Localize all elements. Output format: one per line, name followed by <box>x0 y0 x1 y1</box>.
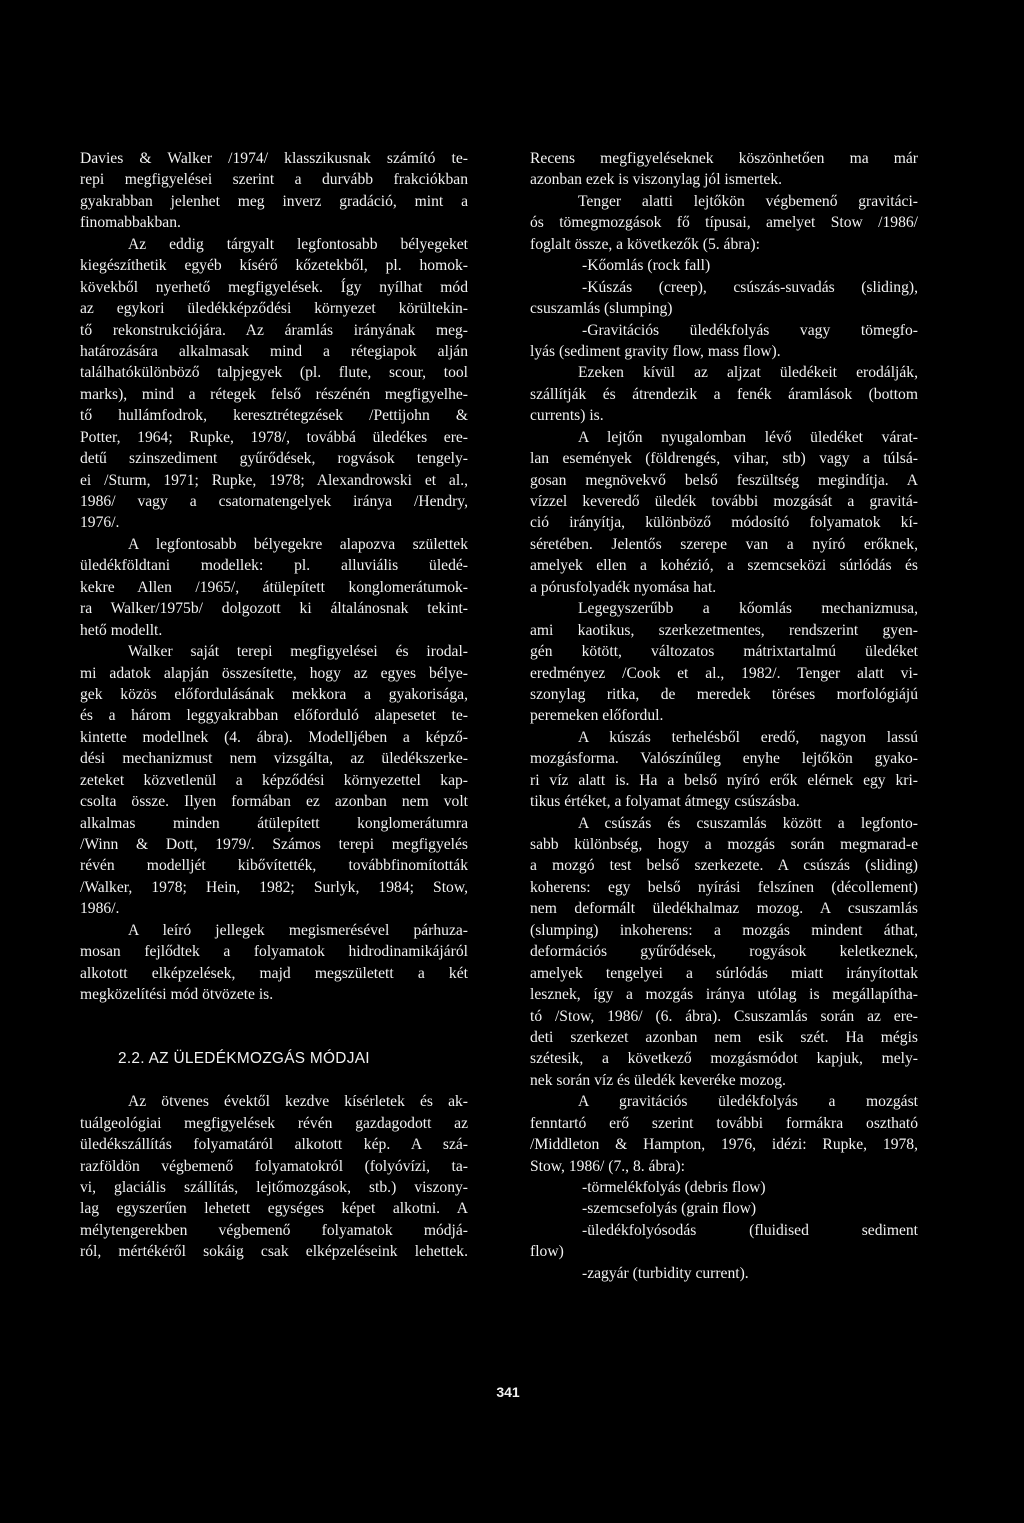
text-line: -szemcsefolyás (grain flow) <box>582 1200 757 1218</box>
text-line: finomabbakban. <box>80 214 181 232</box>
text-line: repi megfigyelései szerint a durvább frakciókban <box>80 171 468 189</box>
text-line: -zagyár (turbidity current). <box>582 1264 749 1282</box>
text-line: tő rekonstrukciójára. Az áramlás irányának meg- <box>80 321 468 339</box>
text-line: A csúszás és csuszamlás között a legfonto- <box>578 814 918 832</box>
text-line: Ezeken kívül az aljzat üledékeit erodálják, <box>578 364 918 382</box>
text-line: foglalt össze, a következők (5. ábra): <box>530 235 760 253</box>
text-line: vi, glaciális szállítás, lejtőmozgások, stb.) viszony- <box>80 1179 468 1196</box>
text-line: mi adatok alapján összesítette, hogy az egyes bélye- <box>80 664 468 682</box>
text-line: Az ötvenes évektől kezdve kísérletek és ak- <box>128 1093 468 1111</box>
text-line: dési mechanizmust nem vizsgálta, az üledékszerke- <box>80 750 468 768</box>
text-line: lan események (földrengés, vihar, stb) vagy a túlsá- <box>530 450 918 468</box>
text-line: Stow, 1986/ (7., 8. ábra): <box>530 1157 685 1175</box>
text-line: ei /Sturm, 1971; Rupke, 1978; Alexandrowski et al., <box>80 471 468 489</box>
text-line: fenntartó erő szerint további formákra osztható <box>530 1114 918 1132</box>
text-line: csolta össze. Ilyen formában ez azonban nem volt <box>80 793 468 811</box>
text-line: séretében. Jelentős szerepe van a nyíró erőknek, <box>530 535 918 553</box>
text-line: -Kőomlás (rock fall) <box>582 257 711 275</box>
text-line: csuszamlás (slumping) <box>530 300 673 318</box>
text-line: alkotott elképzelések, majd megszületett a két <box>80 964 468 982</box>
text-line: révén modelljét kibővítették, továbbfinomították <box>80 857 468 875</box>
text-line: -üledékfolyósodás (fluidised sediment <box>582 1221 918 1239</box>
text-line: A kúszás terhelésből eredő, nagyon lassú <box>578 728 918 746</box>
text-line: amelyek tengelyei a súrlódás miatt irányítottak <box>530 964 918 982</box>
text-line: /Winn & Dott, 1979/. Számos terepi megfigyelés <box>80 836 468 853</box>
text-line: megközelítési mód ötvözete is. <box>80 986 274 1004</box>
text-line: kiegészíthetik egyéb kísérő kőzetekből, pl. homok- <box>80 257 468 275</box>
page-number: 341 <box>496 1384 520 1400</box>
text-line: flow) <box>530 1243 564 1261</box>
text-line: -Gravitációs üledékfolyás vagy tömegfo- <box>582 321 918 339</box>
text-line: mosan fejlődtek a folyamatok hidrodinamikájáról <box>80 943 468 961</box>
text-line: tő hullámfodrok, keresztrétegzések /Pettijohn & <box>80 407 468 425</box>
text-line: mélytengerekben végbemenő folyamatok módjá- <box>80 1221 468 1239</box>
text-line: szonylag ritka, de meredek töréses morfológiájú <box>530 685 918 703</box>
text-line: peremeken előfordul. <box>530 707 664 725</box>
text-line: detű szinszediment gyűrődések, rogvások tengely- <box>80 450 468 468</box>
text-line: A legfontosabb bélyegekre alapozva születtek <box>128 535 468 553</box>
text-line: eredményez /Cook et al., 1982/. Tenger alatt vi- <box>530 664 918 682</box>
text-line: alkalmas minden átülepített konglomerátumra <box>80 814 468 832</box>
text-line: ció irányítja, különböző módosító folyamatok kí- <box>530 514 918 532</box>
text-line: vízzel keveredő üledék további mozgását a gravitá- <box>530 493 918 510</box>
text-line: lag egyszerűen lehetett egységes képet alkotni. A <box>80 1200 468 1218</box>
text-line: üledékföldtani modellek: pl. alluviális üledé- <box>80 557 468 575</box>
text-line: Tenger alatti lejtőkön végbemenő gravitáci- <box>578 192 918 210</box>
text-line: nek során víz és üledék keveréke mozog. <box>530 1071 786 1089</box>
text-line: kekre Allen /1965/, átülepített konglomerátumok- <box>80 578 468 596</box>
text-line: találhatókülönböző talpjegyek (pl. flute, scour, tool <box>80 364 468 382</box>
text-line: üledékszállítás folyamatáról alkotott kép. A szá- <box>80 1136 468 1154</box>
text-line: ami kaotikus, szerkezetmentes, rendszerint gyen- <box>530 621 918 639</box>
text-line: tikus értéket, a folyamat átmegy csúszásba. <box>530 793 800 811</box>
text-line: kövekből nyerhető megfigyelések. Így nyílhat mód <box>80 278 468 296</box>
right-column <box>530 148 918 1284</box>
text-line: szétesik, a következő mozgásmódot kapjuk, mely- <box>530 1050 918 1068</box>
text-line: Walker saját terepi megfigyelései és irodal- <box>128 643 468 661</box>
text-line: kintette modellnek (4. ábra). Modelljében a képző- <box>80 728 468 746</box>
left-column <box>80 148 468 1263</box>
text-line: szállítják és átrendezik a fenék áramlások (bottom <box>530 385 918 403</box>
text-line: /Walker, 1978; Hein, 1982; Surlyk, 1984; Stow, <box>80 878 468 896</box>
text-line: A gravitációs üledékfolyás a mozgást <box>578 1093 918 1111</box>
text-line: (slumping) inkoherens: a mozgás mindent áthat, <box>530 921 918 939</box>
text-line: zeteket közvetlenül a képződési környezettel kap- <box>80 771 468 789</box>
text-line: /Middleton & Hampton, 1976, idézi: Rupke, 1978, <box>530 1136 918 1154</box>
text-line: gén kötött, változatos mátrixtartalmú üledéket <box>530 643 918 661</box>
text-line: deti szerkezet azonban nem esik szét. Ha mégis <box>530 1028 918 1046</box>
text-line: Legegyszerűbb a kőomlás mechanizmusa, <box>578 600 918 618</box>
text-line: ról, mértékéről sokáig csak elképzeléseink lehettek. <box>80 1243 468 1261</box>
text-line: tuálgeológiai megfigyelések révén gazdagodott az <box>80 1114 468 1132</box>
text-line: Potter, 1964; Rupke, 1978/, továbbá üledékes ere- <box>80 428 468 446</box>
text-line: határozására alkalmasak mind a rétegiapok alján <box>80 342 468 360</box>
text-line: gyakrabban jelenhet meg inverz gradáció, mint a <box>80 192 468 210</box>
text-line: 1976/. <box>80 514 120 532</box>
text-line: ra Walker/1975b/ dolgozott ki általánosnak tekint- <box>80 600 468 618</box>
text-line: és a három leggyakrabban előforduló alapesetet te- <box>80 707 468 725</box>
text-line: lyás (sediment gravity flow, mass flow). <box>530 342 781 360</box>
text-line: 1986/. <box>80 900 120 918</box>
text-line: azonban ezek is viszonylag jól ismertek. <box>530 171 783 189</box>
text-line: gosan megnövekvő belső feszültség megindítja. A <box>530 471 918 489</box>
text-line: amelyek ellen a kohézió, a szemcseközi súrlódás és <box>530 557 918 575</box>
text-line: ós tömegmozgások fő típusai, amelyet Stow /1986/ <box>530 214 918 232</box>
text-line: 1986/ vagy a csatornatengelyek iránya /Hendry, <box>80 493 468 510</box>
text-line: a pórusfolyadék nyomása hat. <box>530 578 717 596</box>
text-line: Davies & Walker /1974/ klasszikusnak számító te- <box>80 150 468 167</box>
text-line: currents) is. <box>530 407 604 425</box>
text-line: -törmelékfolyás (debris flow) <box>582 1179 766 1196</box>
text-line: sabb különbség, hogy a mozgás során megmarad-e <box>530 836 918 853</box>
text-line: A lejtőn nyugalomban lévő üledéket várat- <box>578 428 918 446</box>
text-line: tó /Stow, 1986/ (6. ábra). Csuszamlás során az ere- <box>530 1007 918 1025</box>
text-line: nem deformált üledékhalmaz mozog. A csuszamlás <box>530 900 918 918</box>
text-line: koherens: egy belső nyírási felszínen (décollement) <box>530 878 918 896</box>
text-line: deformációs gyűrődések, rogyások keletkeznek, <box>530 943 918 961</box>
text-line: Recens megfigyeléseknek köszönhetően ma már <box>530 150 918 167</box>
text-line: hető modellt. <box>80 621 163 639</box>
text-line: ri víz alatt is. Ha a belső nyíró erők elérnek egy kri- <box>530 771 918 789</box>
text-line: -Kúszás (creep), csúszás-suvadás (sliding), <box>582 278 918 296</box>
text-line: a mozgó test belső szerkezete. A csúszás (sliding) <box>530 857 918 875</box>
text-line: razföldön végbemenő folyamatokról (folyóvízi, ta- <box>80 1157 468 1175</box>
text-line: mozgásforma. Valószínűleg enyhe lejtőkön gyako- <box>530 750 918 768</box>
text-line: Az eddig tárgyalt legfontosabb bélyegeket <box>128 235 468 253</box>
text-line: az egykori üledékképződési környezet körültekin- <box>80 300 468 318</box>
text-line: lesznek, így a mozgás iránya utólag is megállapítha- <box>530 986 918 1004</box>
text-line: A leíró jellegek megismerésével párhuza- <box>128 921 468 939</box>
text-line: marks), mind a rétegek felső részénén megfigyelhe- <box>80 385 468 403</box>
section-heading: 2.2. AZ ÜLEDÉKMOZGÁS MÓDJAI <box>118 1050 370 1068</box>
text-line: gek közös előfordulásának mekkora a gyakorisága, <box>80 685 468 703</box>
